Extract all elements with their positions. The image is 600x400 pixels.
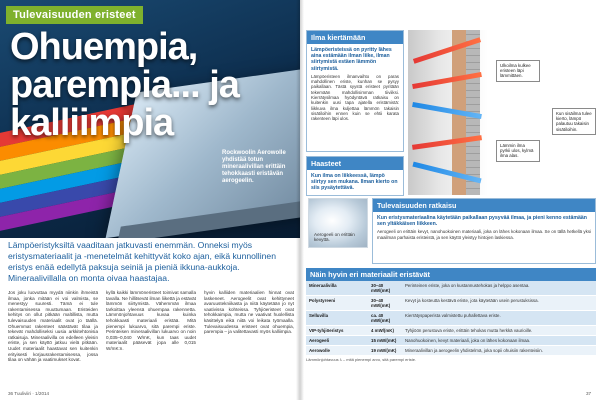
hero-caption: Rockwoolin Aerowolle yhdistää totun mineraalivillan erittäin tehokkaasti eristävän aerogeelin. [222, 150, 286, 184]
table-cell-material: Polystyreeni [306, 296, 368, 311]
diagram-callout-1: Ulkoilma kulkee eristeen läpi lämmittäen. [496, 60, 540, 82]
info-box-body: Aerogeeli on erittäin kevyt, nanohuokoinen materiaali, joka on lähes kokonaan ilmaa. Se on tällä hetkellä yksi maailman parhaista eristeistä, ja sen käyttö yleistyy hintojen laskiessa. [377, 229, 591, 240]
table-row [306, 336, 596, 346]
table-cell-material: Selluvilla [306, 311, 368, 326]
body-column-3: hyvin kalliiden materiaalien hinnat ovat laskeneet. Aerogeelit ovat kehittyneet avaruustekniikasta ja niitä käytetään jo nyt vaativissa kohteissa. Tyhjiöeristeet ovat tehokkaimpia, mutta ne vaativat huolellista käsittelyä eikä niitä voi leikata työmaalla. Tulevaisuudessa eristeet ovat ohuempia, parempia – ja valitettavasti myös kalliimpia. [204, 290, 294, 335]
aerogel-photo-caption: Aerogeeli on erittäin kevyttä. [314, 232, 355, 243]
insulation-values-table [306, 281, 596, 356]
table-cell-material: VIP-tyhjiöeristys [306, 326, 368, 336]
table-cell-description: Mineraalivillan ja aerogeelin yhdistelmä, joka sopii ohuisiin rakenteisiin. [402, 346, 596, 356]
section-tab: Tulevaisuuden eristeet [6, 6, 143, 24]
info-box-future-solution [372, 198, 596, 264]
page-folio-left: 36 Tuuliviiri · 1/2014 [8, 391, 50, 396]
headline-line-3: kalliimpia [10, 102, 174, 144]
body-columns [8, 290, 294, 390]
body-column-2: kyllä kaikki lämmöneristeet toimivat samalla tavalla. Ne hillitsevät ilman liikettä ja estävät lämmön siirtymistä. Vähemmän ilmaa tarkoittaa yleensä ohuempaa rakennetta. Lämmönjohtavuus kuvaa kuinka tehokkaasti materiaali eristää. Mitä pienempi lukuarvo, sitä parempi eriste. Perinteisen mineraalivillan lukuarvo on noin 0,035–0,040 W/mK, kun taas uudet materiaalit pääsevät jopa alle 0,015 W/mK:n. [106, 290, 196, 351]
headline [10, 28, 290, 142]
headline-line-1: Ohuempia, [10, 26, 198, 68]
table-cell-value: 15 mW/(mK) [368, 336, 402, 346]
table-cell-description: Perinteinen eriste, joka on kustannustehokas ja helppo asentaa. [402, 281, 596, 296]
info-box-heading: Haasteet [307, 157, 403, 170]
table-cell-value: 19 mW/(mK) [368, 346, 402, 356]
table-cell-description: Kierrätyspaperista valmistettu puhallettava eriste. [402, 311, 596, 326]
info-box-subheading: Kun eristysmateriaalina käytetään paikallaan pysyvää ilmaa, ja pieni kenno estämään sen yltäkkäisen liikkeen. [377, 215, 587, 228]
table-cell-value: 4 mW/(mK) [368, 326, 402, 336]
table-title: Näin hyvin eri materiaalit eristävät [306, 268, 596, 281]
table-row [306, 311, 596, 326]
table-cell-value: 30–40 mW/(mK) [368, 281, 402, 296]
table-cell-material: Aerowolle [306, 346, 368, 356]
lead-paragraph: Lämpöeristyksiltä vaaditaan jatkuvasti enemmän. Onneksi myös eristysmateriaalit ja -menetelmät kehittyvät koko ajan, eikä kunnollinen eristys enää edellytä paksuja seiniä ja pieniä ikkuna-aukkoja. Mineraalivillalla on monta oivaa haastajaa. [8, 240, 276, 283]
info-box-heading: Ilma kiertämään [307, 31, 403, 44]
table-row [306, 346, 596, 356]
diagram-callout-2: Kun sisäilma tulee kierto, lämpö palautuu takaisin sisätiloihin. [552, 108, 596, 135]
info-box-heading: Tulevaisuuden ratkaisu [373, 199, 595, 212]
info-box-air-circulation [306, 30, 404, 152]
insulation-table [306, 268, 596, 363]
table-cell-value: ca. 40 mW/(mK) [368, 311, 402, 326]
info-box-challenges [306, 156, 404, 196]
table-cell-description: Kevyt ja kosteutta kestävä eriste, jota käytetään usein perustuksissa. [402, 296, 596, 311]
spread-gutter [296, 0, 304, 400]
page-folio-right: 37 [586, 391, 592, 396]
info-box-body: Lämpöeristeen ilmanvaihto on paras mahdollinen eriste, kunhan se pysyy paikallaan. Tästä syystä eristeet pyritään tekemään mahdollisimman tiiviiksi. Kierrätysilmaa hyödyntävä ratkaisu on kuitenkin uusi tapa ajatella eristämistä: liikkuva ilma kuljettaa lämmön takaisin sisätiloihin ennen kuin se ehtii karata rakenteen läpi ulos. [311, 73, 399, 122]
table-cell-description: Nanohuokoinen, kevyt materiaali, joka on lähes kokonaan ilmaa. [402, 336, 596, 346]
table-footnote: Lämmönjohtavuus λ – mitä pienempi arvo, sitä parempi eriste. [306, 357, 417, 362]
table-row [306, 326, 596, 336]
info-box-subheading: Kun ilma on liikkeessä, lämpö siirtyy sen mukana. Ilman kierto on siis pysäytettävä. [311, 173, 398, 192]
table-cell-value: 30–40 mW/(mK) [368, 296, 402, 311]
body-column-1: Jos joku luovuttaa myydä niinkin ihmeistä ilmaa, jonka mitään ei voi valmista, se menestyy suuresti. Tämä ei tule rakentamisessa muuttumaan. Eristeiden kehitys on ollut pitkään maltillista, mutta tulevaisuuden materiaalit ovat jo täällä. Ohuemmat rakenteet säästävät tilaa ja tekevät mahdolliseksi uusia arkkitehtonisia ratkaisuja. Mineraalivilla on edelleen yleisin eriste, ja sen käyttö jatkuu vielä pitkään. Uudet materiaalit haastavat sen kuitenkin erityisesti korjausrakentamisessa, jossa tilaa on vähän ja vaatimukset kovat. [8, 290, 98, 363]
info-box-subheading: Lämpöeristeissä on pyritty lähes aina estämään ilman liike, ilman siirtymistä estäen lämmön siirtymistä. [311, 47, 392, 72]
diagram-callout-3: Lämmin ilma pyrkii ulos, kylmä ilma alas. [496, 140, 540, 162]
table-cell-description: Tyhjiöön perustuva eriste, erittäin tehokas mutta herkkä vaurioille. [402, 326, 596, 336]
table-row [306, 281, 596, 296]
table-cell-material: Mineraalivilla [306, 281, 368, 296]
table-cell-material: Aerogeeli [306, 336, 368, 346]
table-row [306, 296, 596, 311]
headline-line-2: parempia... ja [10, 64, 239, 106]
hero-image [0, 0, 300, 238]
